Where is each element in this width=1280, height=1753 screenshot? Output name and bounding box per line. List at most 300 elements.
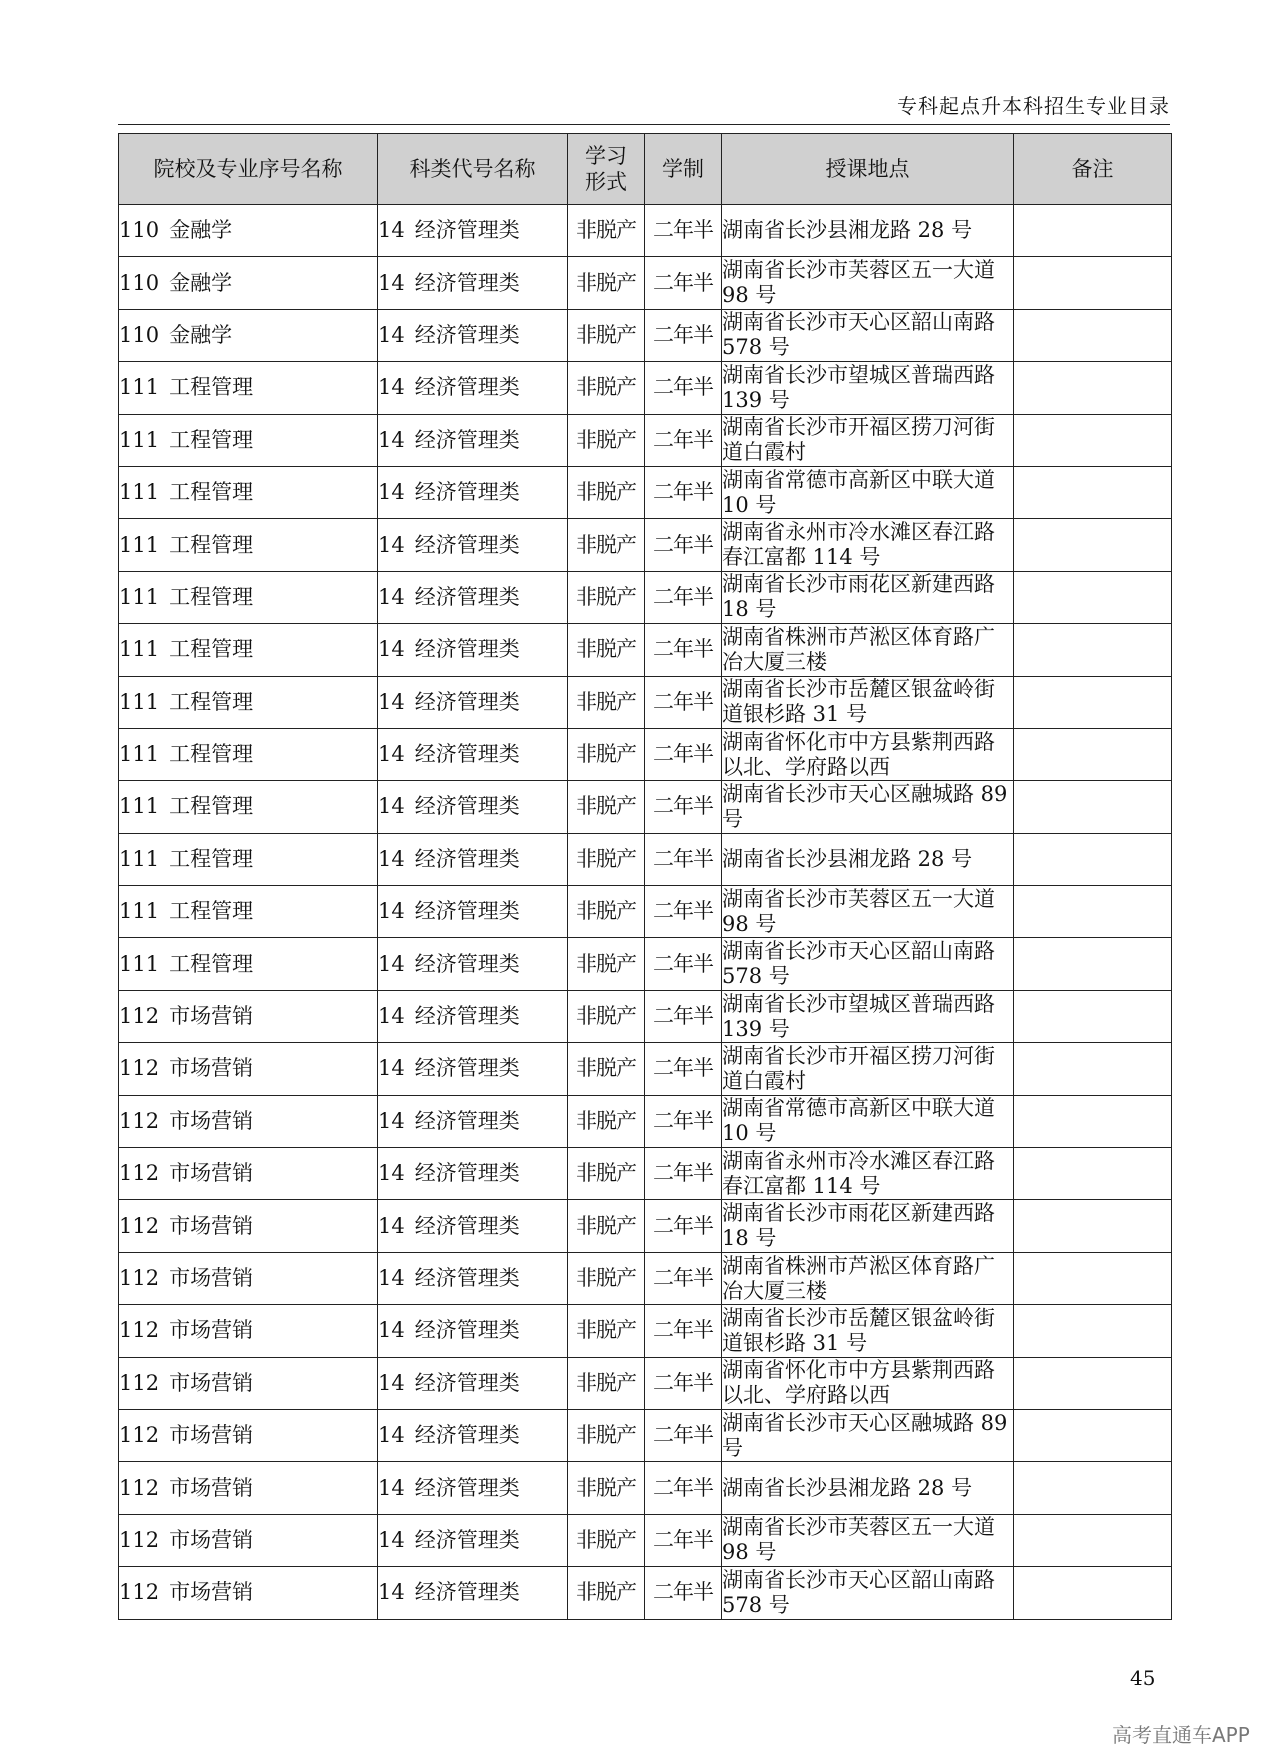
cell-study-mode: 非脱产	[568, 309, 645, 361]
cell-study-mode: 非脱产	[568, 990, 645, 1042]
table-row	[119, 1409, 1172, 1461]
cell-study-mode: 非脱产	[568, 886, 645, 938]
cell-remarks	[1014, 781, 1172, 833]
cell-location: 湖南省长沙市岳麓区银盆岭街道银杉路 31 号	[722, 676, 1014, 728]
cell-location: 湖南省长沙市芙蓉区五一大道 98 号	[722, 1514, 1014, 1566]
major-name: 市场营销	[169, 1266, 254, 1290]
major-code: 112	[119, 1580, 160, 1605]
table-row	[119, 938, 1172, 990]
header-major: 院校及专业序号名称	[119, 134, 378, 205]
cell-study-mode: 非脱产	[568, 257, 645, 309]
category-code: 14	[378, 1423, 405, 1448]
table-row	[119, 728, 1172, 780]
cell-duration: 二年半	[645, 1200, 722, 1252]
category-code: 14	[378, 1580, 405, 1605]
major-name: 工程管理	[169, 584, 254, 609]
cell-duration: 二年半	[645, 781, 722, 833]
cell-remarks	[1014, 676, 1172, 728]
category-name: 经济管理类	[414, 375, 520, 400]
category-code: 14	[378, 1318, 405, 1343]
watermark-text: 高考直通车APP	[1112, 1723, 1250, 1747]
cell-category	[378, 1200, 568, 1252]
header-rule	[118, 124, 1170, 125]
table-row	[119, 990, 1172, 1042]
major-code: 112	[119, 1266, 160, 1290]
major-name: 市场营销	[169, 1423, 254, 1448]
cell-remarks	[1014, 205, 1172, 257]
cell-study-mode: 非脱产	[568, 1043, 645, 1095]
page-number: 45	[1130, 1666, 1156, 1690]
cell-major	[119, 1567, 378, 1619]
major-name: 工程管理	[169, 689, 254, 714]
cell-category	[378, 1514, 568, 1566]
cell-category	[378, 1305, 568, 1357]
cell-study-mode: 非脱产	[568, 1252, 645, 1304]
major-code: 111	[119, 480, 160, 505]
category-name: 经济管理类	[414, 1108, 520, 1133]
major-code: 112	[119, 1213, 160, 1238]
table-row	[119, 414, 1172, 466]
table-header-row	[119, 134, 1172, 205]
major-code: 111	[119, 427, 160, 452]
category-code: 14	[378, 270, 405, 295]
cell-category	[378, 1252, 568, 1304]
category-name: 经济管理类	[414, 846, 520, 871]
cell-remarks	[1014, 362, 1172, 414]
cell-major	[119, 781, 378, 833]
cell-category	[378, 624, 568, 676]
major-name: 工程管理	[169, 742, 254, 767]
cell-major	[119, 309, 378, 361]
category-code: 14	[378, 218, 405, 243]
cell-category	[378, 728, 568, 780]
cell-location: 湖南省长沙市开福区捞刀河街道白霞村	[722, 1043, 1014, 1095]
cell-category	[378, 1462, 568, 1514]
cell-remarks	[1014, 1095, 1172, 1147]
category-name: 经济管理类	[414, 532, 520, 557]
cell-remarks	[1014, 1567, 1172, 1619]
major-code: 111	[119, 742, 160, 767]
cell-location: 湖南省长沙县湘龙路 28 号	[722, 205, 1014, 257]
cell-location: 湖南省长沙市岳麓区银盆岭街道银杉路 31 号	[722, 1305, 1014, 1357]
cell-study-mode: 非脱产	[568, 1514, 645, 1566]
major-name: 市场营销	[169, 1580, 254, 1605]
cell-major	[119, 676, 378, 728]
category-code: 14	[378, 532, 405, 557]
cell-study-mode: 非脱产	[568, 1095, 645, 1147]
cell-location: 湖南省长沙市天心区融城路 89 号	[722, 781, 1014, 833]
cell-study-mode: 非脱产	[568, 362, 645, 414]
cell-major	[119, 886, 378, 938]
cell-study-mode: 非脱产	[568, 1357, 645, 1409]
table-row	[119, 886, 1172, 938]
cell-duration: 二年半	[645, 362, 722, 414]
major-name: 市场营销	[169, 1108, 254, 1133]
header-location: 授课地点	[722, 134, 1014, 205]
category-name: 经济管理类	[414, 1580, 520, 1605]
major-name: 工程管理	[169, 899, 254, 924]
major-code: 111	[119, 532, 160, 557]
cell-category	[378, 990, 568, 1042]
major-code: 111	[119, 794, 160, 819]
table-row	[119, 571, 1172, 623]
cell-remarks	[1014, 1148, 1172, 1200]
category-name: 经济管理类	[414, 951, 520, 976]
cell-remarks	[1014, 728, 1172, 780]
cell-study-mode: 非脱产	[568, 1409, 645, 1461]
table-row	[119, 1305, 1172, 1357]
major-code: 110	[119, 270, 160, 295]
cell-location: 湖南省长沙市天心区融城路 89 号	[722, 1409, 1014, 1461]
cell-location: 湖南省长沙市天心区韶山南路 578 号	[722, 309, 1014, 361]
cell-duration: 二年半	[645, 466, 722, 518]
cell-study-mode: 非脱产	[568, 676, 645, 728]
cell-duration: 二年半	[645, 414, 722, 466]
cell-study-mode: 非脱产	[568, 571, 645, 623]
running-header: 专科起点升本科招生专业目录	[897, 94, 1170, 118]
cell-major	[119, 414, 378, 466]
cell-major	[119, 1043, 378, 1095]
cell-location: 湖南省长沙市天心区韶山南路 578 号	[722, 1567, 1014, 1619]
major-name: 市场营销	[169, 1004, 254, 1029]
table-row	[119, 833, 1172, 885]
category-name: 经济管理类	[414, 899, 520, 924]
category-name: 经济管理类	[414, 1004, 520, 1029]
cell-location: 湖南省长沙市望城区普瑞西路 139 号	[722, 362, 1014, 414]
table-row	[119, 362, 1172, 414]
cell-location: 湖南省长沙市望城区普瑞西路 139 号	[722, 990, 1014, 1042]
cell-duration: 二年半	[645, 728, 722, 780]
table-row	[119, 1148, 1172, 1200]
cell-major	[119, 362, 378, 414]
cell-category	[378, 1095, 568, 1147]
cell-location: 湖南省怀化市中方县紫荆西路以北、学府路以西	[722, 728, 1014, 780]
header-study-mode	[568, 134, 645, 205]
category-code: 14	[378, 1266, 405, 1290]
table-row	[119, 1357, 1172, 1409]
major-name: 市场营销	[169, 1318, 254, 1343]
cell-category	[378, 257, 568, 309]
cell-category	[378, 1409, 568, 1461]
cell-study-mode: 非脱产	[568, 466, 645, 518]
major-name: 市场营销	[169, 1161, 254, 1186]
cell-remarks	[1014, 1409, 1172, 1461]
category-code: 14	[378, 1370, 405, 1395]
cell-location: 湖南省长沙县湘龙路 28 号	[722, 1462, 1014, 1514]
table-row	[119, 309, 1172, 361]
cell-location: 湖南省长沙市天心区韶山南路 578 号	[722, 938, 1014, 990]
cell-major	[119, 728, 378, 780]
major-name: 金融学	[169, 270, 233, 295]
major-name: 工程管理	[169, 375, 254, 400]
cell-duration: 二年半	[645, 1043, 722, 1095]
category-code: 14	[378, 1108, 405, 1133]
major-name: 金融学	[169, 322, 233, 347]
category-code: 14	[378, 951, 405, 976]
major-code: 110	[119, 218, 160, 243]
category-code: 14	[378, 1004, 405, 1029]
cell-major	[119, 833, 378, 885]
header-study-mode-line2: 形式	[585, 170, 627, 194]
cell-major	[119, 257, 378, 309]
category-name: 经济管理类	[414, 1370, 520, 1395]
cell-major	[119, 1357, 378, 1409]
cell-major	[119, 519, 378, 571]
major-name: 工程管理	[169, 951, 254, 976]
cell-study-mode: 非脱产	[568, 1462, 645, 1514]
cell-study-mode: 非脱产	[568, 938, 645, 990]
cell-study-mode: 非脱产	[568, 728, 645, 780]
cell-major	[119, 938, 378, 990]
major-name: 工程管理	[169, 427, 254, 452]
category-name: 经济管理类	[414, 1213, 520, 1238]
cell-location: 湖南省株洲市芦淞区体育路广冶大厦三楼	[722, 1252, 1014, 1304]
cell-duration: 二年半	[645, 1148, 722, 1200]
category-name: 经济管理类	[414, 1423, 520, 1448]
cell-major	[119, 205, 378, 257]
cell-category	[378, 309, 568, 361]
category-code: 14	[378, 427, 405, 452]
cell-remarks	[1014, 309, 1172, 361]
cell-remarks	[1014, 257, 1172, 309]
cell-remarks	[1014, 1252, 1172, 1304]
cell-category	[378, 571, 568, 623]
cell-major	[119, 1305, 378, 1357]
header-category: 科类代号名称	[378, 134, 568, 205]
cell-study-mode: 非脱产	[568, 624, 645, 676]
category-code: 14	[378, 375, 405, 400]
major-name: 工程管理	[169, 637, 254, 662]
major-code: 111	[119, 846, 160, 871]
category-code: 14	[378, 1527, 405, 1552]
major-code: 110	[119, 322, 160, 347]
category-code: 14	[378, 1056, 405, 1081]
major-name: 市场营销	[169, 1370, 254, 1395]
cell-duration: 二年半	[645, 1462, 722, 1514]
major-code: 111	[119, 899, 160, 924]
table-row	[119, 1514, 1172, 1566]
cell-location: 湖南省长沙市芙蓉区五一大道 98 号	[722, 886, 1014, 938]
major-code: 112	[119, 1527, 160, 1552]
major-code: 112	[119, 1108, 160, 1133]
cell-remarks	[1014, 624, 1172, 676]
cell-duration: 二年半	[645, 571, 722, 623]
table-body	[119, 205, 1172, 1620]
header-duration: 学制	[645, 134, 722, 205]
table-row	[119, 1567, 1172, 1619]
category-name: 经济管理类	[414, 689, 520, 714]
cell-major	[119, 1409, 378, 1461]
cell-location: 湖南省长沙市雨花区新建西路 18 号	[722, 1200, 1014, 1252]
cell-duration: 二年半	[645, 833, 722, 885]
category-name: 经济管理类	[414, 480, 520, 505]
header-remarks: 备注	[1014, 134, 1172, 205]
category-name: 经济管理类	[414, 1527, 520, 1552]
major-name: 金融学	[169, 218, 233, 243]
category-name: 经济管理类	[414, 584, 520, 609]
category-name: 经济管理类	[414, 427, 520, 452]
table-row	[119, 519, 1172, 571]
major-code: 112	[119, 1004, 160, 1029]
cell-study-mode: 非脱产	[568, 205, 645, 257]
cell-location: 湖南省怀化市中方县紫荆西路以北、学府路以西	[722, 1357, 1014, 1409]
category-name: 经济管理类	[414, 1056, 520, 1081]
major-code: 111	[119, 375, 160, 400]
cell-category	[378, 414, 568, 466]
cell-category	[378, 1043, 568, 1095]
cell-remarks	[1014, 833, 1172, 885]
cell-location: 湖南省株洲市芦淞区体育路广冶大厦三楼	[722, 624, 1014, 676]
category-code: 14	[378, 1213, 405, 1238]
cell-study-mode: 非脱产	[568, 833, 645, 885]
major-name: 工程管理	[169, 794, 254, 819]
major-code: 112	[119, 1161, 160, 1186]
cell-remarks	[1014, 1514, 1172, 1566]
category-code: 14	[378, 322, 405, 347]
cell-location: 湖南省常德市高新区中联大道 10 号	[722, 466, 1014, 518]
category-code: 14	[378, 1161, 405, 1186]
category-name: 经济管理类	[414, 218, 520, 243]
cell-remarks	[1014, 571, 1172, 623]
cell-category	[378, 833, 568, 885]
cell-duration: 二年半	[645, 938, 722, 990]
cell-duration: 二年半	[645, 257, 722, 309]
category-code: 14	[378, 584, 405, 609]
cell-category	[378, 362, 568, 414]
category-code: 14	[378, 846, 405, 871]
cell-major	[119, 1200, 378, 1252]
major-code: 112	[119, 1475, 160, 1500]
major-name: 市场营销	[169, 1527, 254, 1552]
cell-location: 湖南省永州市冷水滩区春江路春江富都 114 号	[722, 519, 1014, 571]
cell-study-mode: 非脱产	[568, 1148, 645, 1200]
enrollment-catalog-table	[118, 133, 1172, 1620]
cell-category	[378, 676, 568, 728]
table-row	[119, 257, 1172, 309]
cell-study-mode: 非脱产	[568, 1305, 645, 1357]
cell-duration: 二年半	[645, 1305, 722, 1357]
category-name: 经济管理类	[414, 637, 520, 662]
category-name: 经济管理类	[414, 794, 520, 819]
cell-major	[119, 1462, 378, 1514]
cell-remarks	[1014, 1305, 1172, 1357]
cell-major	[119, 466, 378, 518]
cell-remarks	[1014, 466, 1172, 518]
cell-remarks	[1014, 1357, 1172, 1409]
cell-location: 湖南省永州市冷水滩区春江路春江富都 114 号	[722, 1148, 1014, 1200]
cell-duration: 二年半	[645, 1567, 722, 1619]
cell-study-mode: 非脱产	[568, 1567, 645, 1619]
category-name: 经济管理类	[414, 270, 520, 295]
cell-category	[378, 938, 568, 990]
cell-duration: 二年半	[645, 205, 722, 257]
cell-duration: 二年半	[645, 676, 722, 728]
table-row	[119, 1043, 1172, 1095]
major-code: 112	[119, 1056, 160, 1081]
cell-remarks	[1014, 1462, 1172, 1514]
major-name: 工程管理	[169, 846, 254, 871]
cell-major	[119, 571, 378, 623]
major-name: 市场营销	[169, 1056, 254, 1081]
major-code: 112	[119, 1318, 160, 1343]
major-code: 112	[119, 1370, 160, 1395]
cell-remarks	[1014, 990, 1172, 1042]
category-code: 14	[378, 742, 405, 767]
cell-study-mode: 非脱产	[568, 519, 645, 571]
major-name: 工程管理	[169, 480, 254, 505]
cell-major	[119, 1148, 378, 1200]
table-row	[119, 1462, 1172, 1514]
cell-duration: 二年半	[645, 1357, 722, 1409]
major-code: 111	[119, 637, 160, 662]
cell-study-mode: 非脱产	[568, 781, 645, 833]
table-row	[119, 1095, 1172, 1147]
cell-category	[378, 886, 568, 938]
cell-major	[119, 1252, 378, 1304]
category-name: 经济管理类	[414, 1475, 520, 1500]
table-row	[119, 624, 1172, 676]
header-study-mode-line1: 学习	[585, 144, 627, 168]
cell-major	[119, 624, 378, 676]
cell-location: 湖南省常德市高新区中联大道 10 号	[722, 1095, 1014, 1147]
table-row	[119, 1252, 1172, 1304]
cell-location: 湖南省长沙市开福区捞刀河街道白霞村	[722, 414, 1014, 466]
cell-duration: 二年半	[645, 990, 722, 1042]
category-name: 经济管理类	[414, 322, 520, 347]
cell-major	[119, 1514, 378, 1566]
cell-major	[119, 990, 378, 1042]
major-name: 工程管理	[169, 532, 254, 557]
category-code: 14	[378, 1475, 405, 1500]
cell-remarks	[1014, 414, 1172, 466]
cell-major	[119, 1095, 378, 1147]
cell-remarks	[1014, 1200, 1172, 1252]
cell-location: 湖南省长沙市雨花区新建西路 18 号	[722, 571, 1014, 623]
cell-duration: 二年半	[645, 519, 722, 571]
cell-category	[378, 519, 568, 571]
table-row	[119, 676, 1172, 728]
cell-study-mode: 非脱产	[568, 1200, 645, 1252]
cell-duration: 二年半	[645, 1252, 722, 1304]
major-code: 111	[119, 951, 160, 976]
cell-category	[378, 1567, 568, 1619]
table-row	[119, 205, 1172, 257]
major-name: 市场营销	[169, 1475, 254, 1500]
cell-duration: 二年半	[645, 1409, 722, 1461]
table-row	[119, 781, 1172, 833]
category-code: 14	[378, 794, 405, 819]
cell-remarks	[1014, 938, 1172, 990]
category-name: 经济管理类	[414, 1161, 520, 1186]
cell-duration: 二年半	[645, 624, 722, 676]
cell-category	[378, 1357, 568, 1409]
category-code: 14	[378, 689, 405, 714]
category-code: 14	[378, 480, 405, 505]
category-name: 经济管理类	[414, 1266, 520, 1290]
cell-duration: 二年半	[645, 1514, 722, 1566]
cell-category	[378, 1148, 568, 1200]
table-row	[119, 1200, 1172, 1252]
major-name: 市场营销	[169, 1213, 254, 1238]
category-code: 14	[378, 899, 405, 924]
cell-category	[378, 781, 568, 833]
category-name: 经济管理类	[414, 1318, 520, 1343]
cell-category	[378, 466, 568, 518]
cell-location: 湖南省长沙市芙蓉区五一大道 98 号	[722, 257, 1014, 309]
major-code: 112	[119, 1423, 160, 1448]
table-row	[119, 466, 1172, 518]
cell-study-mode: 非脱产	[568, 414, 645, 466]
